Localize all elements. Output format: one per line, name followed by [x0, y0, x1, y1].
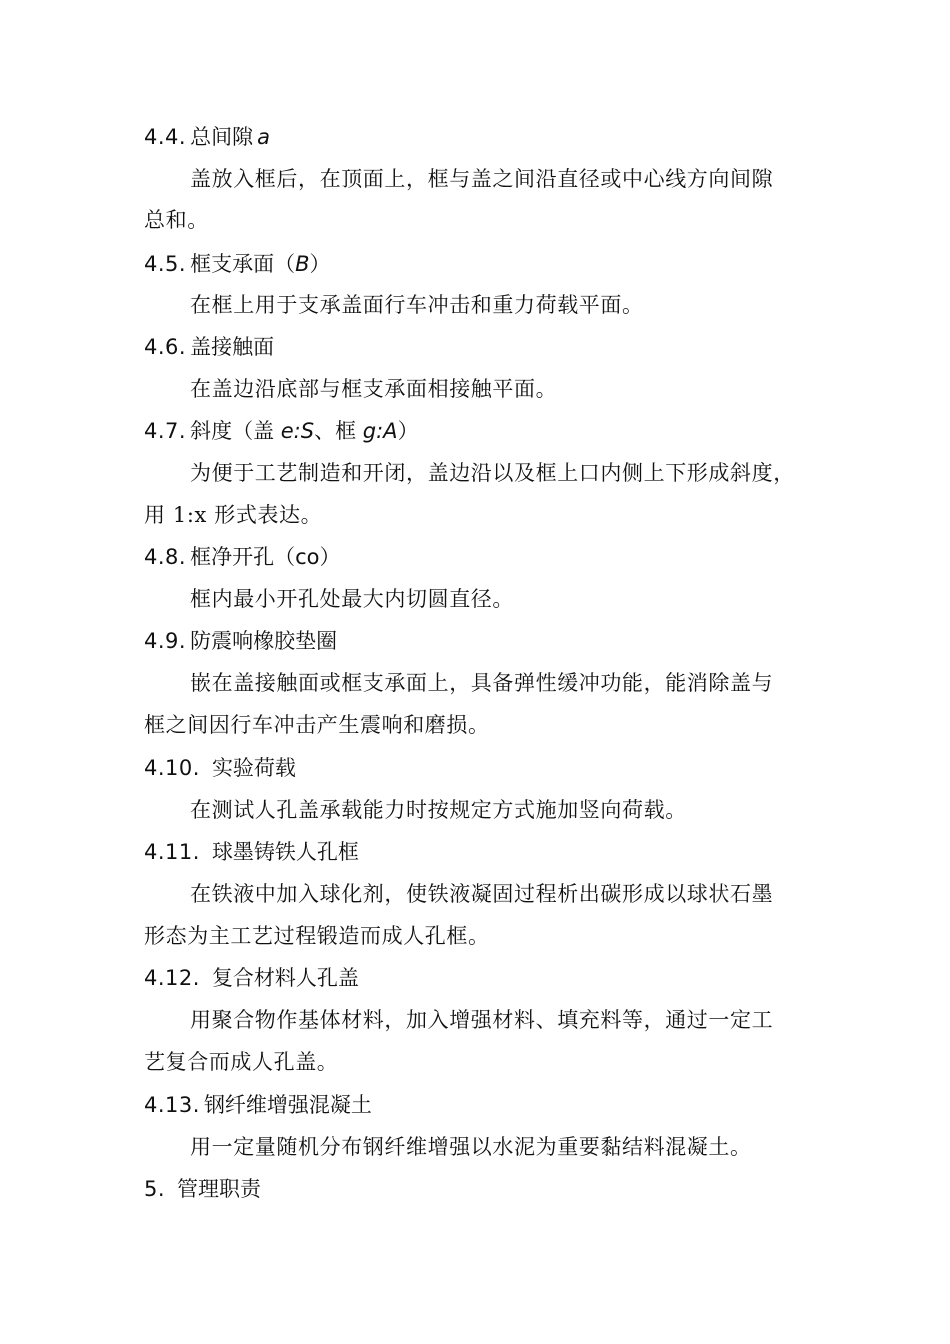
- section-number: 4.6.: [144, 335, 187, 359]
- section-number: 4.9.: [144, 629, 187, 653]
- section-heading-4-12: [144, 964, 359, 992]
- section-number: 4.10.: [144, 756, 200, 780]
- section-title: 实验荷载: [211, 756, 296, 780]
- section-number: 4.12.: [144, 966, 200, 990]
- section-title-variable-2: g:A: [362, 419, 398, 443]
- paragraph-line: 在盖边沿底部与框支承面相接触平面。: [190, 377, 558, 401]
- section-heading-4-10: [144, 754, 296, 782]
- section-title-variable: a: [257, 125, 270, 149]
- section-title: 管理职责: [177, 1177, 262, 1201]
- section-title: 钢纤维增强混凝土: [203, 1093, 372, 1117]
- paragraph-line: 艺复合而成人孔盖。: [144, 1050, 339, 1074]
- section-title: 框支承面（: [190, 252, 296, 276]
- paragraph-line: 用 1:x 形式表达。: [144, 503, 323, 527]
- section-heading-4-8: [144, 543, 340, 571]
- section-heading-4-13: [144, 1091, 372, 1119]
- section-title: 防震响橡胶垫圈: [190, 629, 338, 653]
- section-number: 5.: [144, 1177, 166, 1201]
- section-heading-5: [144, 1175, 261, 1203]
- paragraph-line: 盖放入框后，在顶面上，框与盖之间沿直径或中心线方向间隙: [190, 167, 774, 191]
- section-heading-4-9: [144, 627, 337, 655]
- paragraph-line: 在铁液中加入球化剂，使铁液凝固过程析出碳形成以球状石墨: [190, 882, 774, 906]
- section-heading-4-7: [144, 417, 419, 445]
- paragraph-line: 在测试人孔盖承载能力时按规定方式施加竖向荷载。: [190, 798, 687, 822]
- section-number: 4.4.: [144, 125, 187, 149]
- paragraph-line: 框内最小开孔处最大内切圆直径。: [190, 587, 514, 611]
- section-title: 球墨铸铁人孔框: [211, 840, 359, 864]
- section-title: 框净开孔（co）: [190, 545, 341, 569]
- section-title: 斜度（盖: [190, 419, 281, 443]
- section-title: 总间隙: [190, 125, 254, 149]
- paragraph-line: 在框上用于支承盖面行车冲击和重力荷载平面。: [190, 293, 644, 317]
- section-heading-4-5: [144, 250, 331, 278]
- section-title: 复合材料人孔盖: [211, 966, 359, 990]
- section-title-suffix: ）: [397, 419, 419, 443]
- section-heading-4-6: [144, 333, 274, 361]
- paragraph-line: 框之间因行车冲击产生震响和磨损。: [144, 713, 490, 737]
- paragraph-line: 为便于工艺制造和开闭，盖边沿以及框上口内侧上下形成斜度，: [190, 461, 795, 485]
- section-title-variable: e:S: [280, 419, 315, 443]
- paragraph-line: 用聚合物作基体材料，加入增强材料、填充料等，通过一定工: [190, 1008, 774, 1032]
- section-title-variable: B: [295, 252, 310, 276]
- section-number: 4.11.: [144, 840, 200, 864]
- paragraph-line: 嵌在盖接触面或框支承面上，具备弹性缓冲功能，能消除盖与: [190, 671, 774, 695]
- section-title-suffix: ）: [309, 252, 331, 276]
- section-title: 盖接触面: [190, 335, 275, 359]
- section-number: 4.8.: [144, 545, 187, 569]
- paragraph-line: 形态为主工艺过程锻造而成人孔框。: [144, 924, 490, 948]
- section-number: 4.13.: [144, 1093, 200, 1117]
- paragraph-line: 用一定量随机分布钢纤维增强以水泥为重要黏结料混凝土。: [190, 1135, 752, 1159]
- section-heading-4-4: [144, 123, 270, 151]
- section-number: 4.5.: [144, 252, 187, 276]
- paragraph-line: 总和。: [144, 208, 209, 232]
- section-number: 4.7.: [144, 419, 187, 443]
- section-title-middle: 、框: [314, 419, 363, 443]
- section-heading-4-11: [144, 838, 359, 866]
